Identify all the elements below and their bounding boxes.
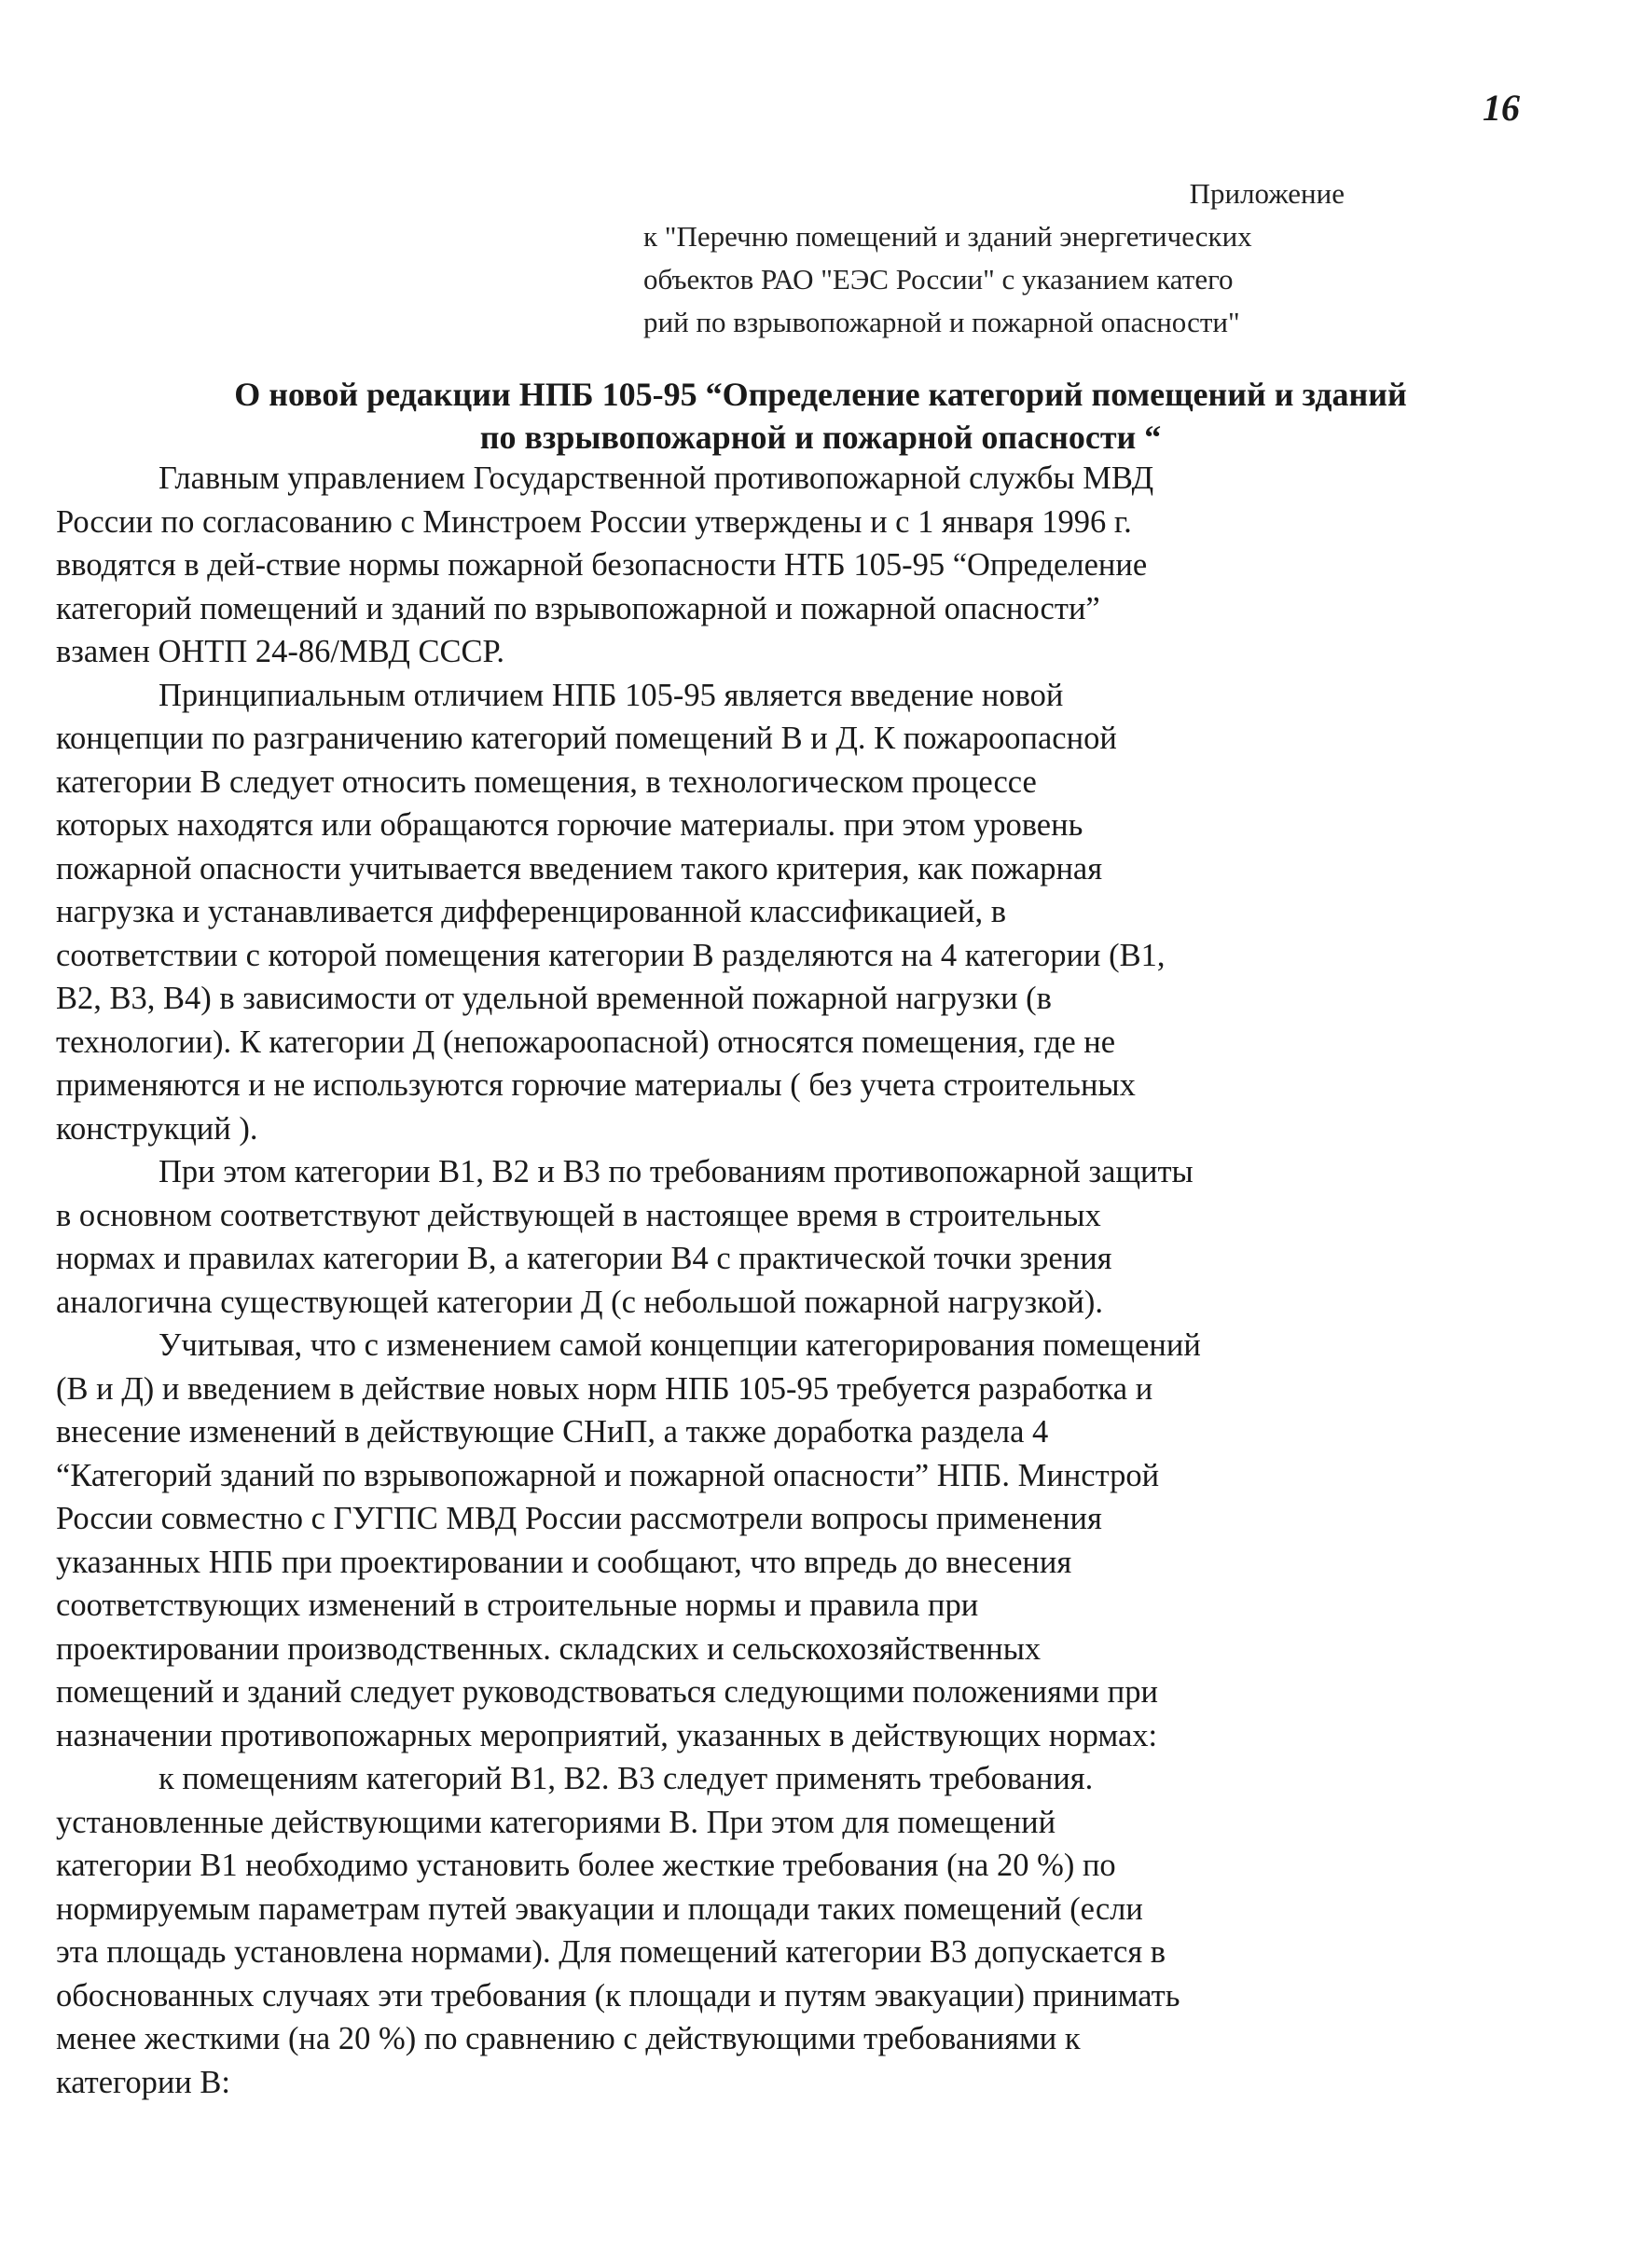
- appendix-line: объектов РАО "ЕЭС России" с указанием катего: [643, 263, 1234, 296]
- text-line: категорий помещений и зданий по взрывопожарной и пожарной опасности”: [56, 590, 1100, 626]
- text-line: Принципиальным отличием НПБ 105-95 является введение новой: [159, 677, 1064, 713]
- text-line: конструкций ).: [56, 1110, 258, 1147]
- text-line: При этом категории В1, В2 и В3 по требованиям противопожарной защиты: [159, 1154, 1194, 1189]
- paragraph: [56, 1757, 1531, 2104]
- appendix-line: рий по взрывопожарной и пожарной опасности": [643, 306, 1240, 338]
- text-line: нормируемым параметрам путей эвакуации и площади таких помещений (если: [56, 1890, 1143, 1927]
- text-line: категории В:: [56, 2064, 230, 2100]
- document-heading: [56, 373, 1585, 459]
- text-line: России по согласованию с Минстроем России утверждены и с 1 января 1996 г.: [56, 503, 1132, 540]
- text-line: соответствии с которой помещения категории В разделяются на 4 категории (В1,: [56, 937, 1166, 973]
- text-line: Учитывая, что с изменением самой концепции категорирования помещений: [159, 1327, 1201, 1363]
- text-line: которых находятся или обращаются горючие материалы. при этом уровень: [56, 807, 1083, 843]
- paragraph: [56, 1324, 1531, 1757]
- text-line: нагрузка и устанавливается дифференцированной классификацией, в: [56, 894, 1006, 929]
- text-line: помещений и зданий следует руководствоваться следующими положениями при: [56, 1674, 1158, 1710]
- paragraph: [56, 457, 1531, 674]
- text-line: России совместно с ГУГПС МВД России рассмотрели вопросы применения: [56, 1501, 1102, 1536]
- text-line: аналогична существующей категории Д (с небольшой пожарной нагрузкой).: [56, 1284, 1104, 1320]
- text-line: взамен ОНТП 24-86/МВД СССР.: [56, 634, 505, 669]
- text-line: вводятся в дей-ствие нормы пожарной безопасности НТБ 105-95 “Определение: [56, 547, 1148, 583]
- text-line: назначении противопожарных мероприятий, указанных в действующих нормах:: [56, 1717, 1158, 1753]
- text-line: категории В1 необходимо установить более жесткие требования (на 20 %) по: [56, 1848, 1116, 1883]
- text-line: (В и Д) и введением в действие новых норм НПБ 105-95 требуется разработка и: [56, 1370, 1153, 1407]
- document-body: [56, 457, 1531, 2104]
- text-line: эта площадь установлена нормами). Для помещений категории В3 допускается в: [56, 1934, 1166, 1970]
- text-line: внесение изменений в действующие СНиП, а также доработка раздела 4: [56, 1414, 1049, 1450]
- text-line: “Категорий зданий по взрывопожарной и пожарной опасности” НПБ. Минстрой: [56, 1457, 1160, 1493]
- page-number: 16: [1483, 87, 1520, 129]
- text-line: соответствующих изменений в строительные нормы и правила при: [56, 1588, 979, 1623]
- text-line: проектировании производственных. складских и сельскохозяйственных: [56, 1630, 1042, 1667]
- text-line: пожарной опасности учитывается введением такого критерия, как пожарная: [56, 850, 1103, 887]
- text-line: технологии). К категории Д (непожароопасной) относятся помещения, где не: [56, 1024, 1116, 1060]
- appendix-line: к "Перечню помещений и зданий энергетических: [643, 220, 1252, 253]
- text-line: обоснованных случаях эти требования (к площади и путям эвакуации) принимать: [56, 1977, 1180, 2014]
- paragraph: [56, 1150, 1531, 1324]
- text-line: менее жесткими (на 20 %) по сравнению с действующими требованиями к: [56, 2021, 1081, 2056]
- text-line: нормах и правилах категории В, а категории В4 с практической точки зрения: [56, 1241, 1112, 1276]
- text-line: В2, В3, В4) в зависимости от удельной временной пожарной нагрузки (в: [56, 981, 1052, 1016]
- heading-line: О новой редакции НПБ 105-95 “Определение категорий помещений и зданий: [234, 376, 1407, 413]
- text-line: Главным управлением Государственной противопожарной службы МВД: [159, 460, 1154, 496]
- text-line: к помещениям категорий В1, В2. В3 следует применять требования.: [159, 1761, 1094, 1796]
- heading-line: по взрывопожарной и пожарной опасности “: [479, 419, 1162, 456]
- text-line: категории В следует относить помещения, в технологическом процессе: [56, 763, 1037, 800]
- text-line: указанных НПБ при проектировании и сообщают, что впредь до внесения: [56, 1544, 1072, 1580]
- text-line: в основном соответствуют действующей в настоящее время в строительных: [56, 1197, 1101, 1233]
- appendix-note: [643, 172, 1427, 344]
- text-line: применяются и не используются горючие материалы ( без учета строительных: [56, 1067, 1136, 1103]
- appendix-label: Приложение: [1189, 177, 1345, 210]
- text-line: установленные действующими категориями В. При этом для помещений: [56, 1804, 1056, 1840]
- text-line: концепции по разграничению категорий помещений В и Д. К пожароопасной: [56, 721, 1117, 756]
- paragraph: [56, 674, 1531, 1151]
